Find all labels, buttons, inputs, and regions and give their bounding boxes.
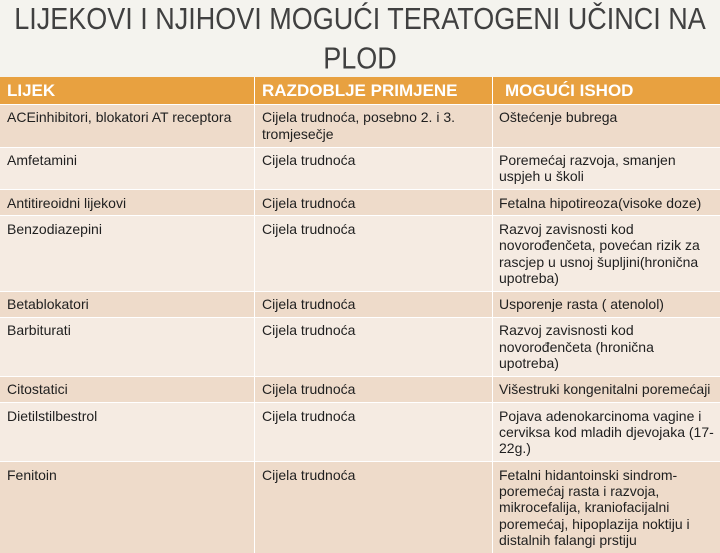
period-cell: Cijela trudnoća: [254, 148, 492, 190]
drug-cell: ACEinhibitori, blokatori AT receptora: [7, 109, 232, 126]
drug-cell: Antitireoidni lijekovi: [7, 194, 127, 211]
drug-cell: Benzodiazepini: [7, 220, 102, 237]
outcome-cell: Poremećaj razvoja, smanjen uspjeh u školi: [492, 148, 720, 190]
outcome-cell: Fetalna hipotireoza(visoke doze): [492, 190, 720, 215]
period-cell: Cijela trudnoća: [254, 403, 492, 461]
period-cell: Cijela trudnoća: [254, 318, 492, 376]
outcome-cell: Pojava adenokarcinoma vagine i cerviksa kod mladih djevojaka (17- 22g.): [492, 403, 720, 461]
period-cell: Cijela trudnoća: [254, 377, 492, 402]
drug-cell: Fenitoin: [7, 466, 57, 483]
table-row: [0, 147, 720, 190]
drug-cell: Barbiturati: [7, 322, 71, 339]
drug-cell: Dietilstilbestrol: [7, 407, 98, 424]
table-row: [0, 215, 720, 290]
slide-title: LIJEKOVI I NJIHOVI MOGUĆI TERATOGENI UČINCI NA PLOD: [14, 2, 706, 76]
table-row: [0, 104, 720, 147]
period-cell: Cijela trudnoća: [254, 190, 492, 215]
header-period: RAZDOBLJE PRIMJENE: [254, 77, 492, 104]
outcome-cell: Razvoj zavisnosti kod novorođenčeta, povećan rizik za rascjep u usnoj šupljini(hronična upotreba): [492, 216, 720, 290]
table-row: [0, 461, 720, 553]
table-row: [0, 291, 720, 317]
outcome-cell: Usporenje rasta ( atenolol): [492, 292, 720, 317]
period-cell: Cijela trudnoća: [254, 216, 492, 290]
outcome-cell: Višestruki kongenitalni poremećaji: [492, 377, 720, 402]
period-cell: Cijela trudnoća: [254, 462, 492, 553]
drug-cell: Citostatici: [7, 381, 68, 398]
teratogen-table: [0, 77, 720, 553]
drug-cell: Amfetamini: [7, 151, 78, 168]
period-cell: Cijela trudnoća, posebno 2. i 3. tromjesečje: [254, 105, 492, 147]
table-row: [0, 317, 720, 376]
table-row: [0, 376, 720, 402]
outcome-cell: Oštećenje bubrega: [492, 105, 720, 147]
table-row: [0, 402, 720, 461]
outcome-cell: Razvoj zavisnosti kod novorođenčeta (hronična upotreba): [492, 318, 720, 376]
table-header-row: [0, 77, 720, 104]
table-row: [0, 189, 720, 215]
drug-cell: Betablokatori: [7, 296, 89, 313]
outcome-cell: Fetalni hidantoinski sindrom- poremećaj rasta i razvoja, mikrocefalija, kraniofacijalni poremećaj, hipoplazija noktiju i distalnih falangi prstiju: [492, 462, 720, 553]
header-outcome: MOGUĆI ISHOD: [492, 77, 720, 104]
period-cell: Cijela trudnoća: [254, 292, 492, 317]
header-drug: LIJEK: [7, 81, 56, 100]
